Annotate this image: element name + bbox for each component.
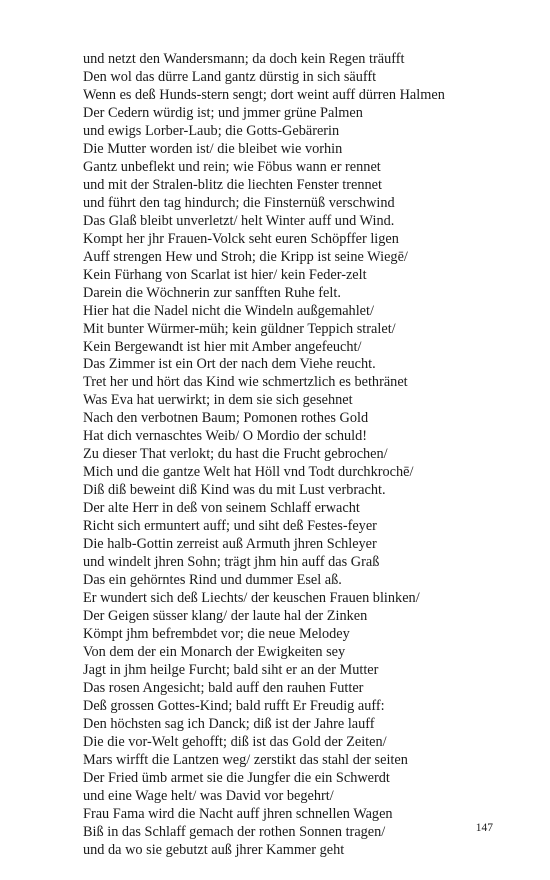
poem-line: Der Fried ümb armet sie die Jungfer die ein Schwerdt (83, 769, 390, 786)
poem-line: Wenn es deß Hunds-stern sengt; dort weint auff dürren Halmen (83, 86, 445, 103)
poem-line: Richt sich ermuntert auff; und siht deß Festes-feyer (83, 518, 377, 535)
poem-line: Was Eva hat uerwirkt; in dem sie sich gesehnet (83, 392, 353, 409)
poem-line: Das Zimmer ist ein Ort der nach dem Viehe reucht. (83, 356, 376, 373)
poem-line: Er wundert sich deß Liechts/ der keuschen Frauen blinken/ (83, 590, 420, 607)
poem-line: Hier hat die Nadel nicht die Windeln außgemahlet/ (83, 302, 374, 319)
poem-text (83, 51, 503, 860)
poem-line: Diß diß beweint diß Kind was du mit Lust verbracht. (83, 482, 386, 499)
poem-line: Frau Fama wird die Nacht auff jhren schnellen Wagen (83, 805, 393, 822)
poem-line: Das Glaß bleibt unverletzt/ helt Winter auff und Wind. (83, 212, 395, 229)
poem-line: Darein die Wöchnerin zur sanfften Ruhe felt. (83, 284, 341, 301)
poem-line: und führt den tag hindurch; die Finsternüß verschwind (83, 194, 395, 211)
poem-line: und windelt jhren Sohn; trägt jhm hin auff das Graß (83, 554, 380, 571)
poem-line: Hat dich vernaschtes Weib/ O Mordio der schuld! (83, 428, 368, 445)
poem-line: Deß grossen Gottes-Kind; bald rufft Er Freudig auff: (83, 697, 385, 714)
poem-line: Das rosen Angesicht; bald auff den rauhen Futter (83, 679, 364, 696)
poem-line: Nach den verbotnen Baum; Pomonen rothes Gold (83, 410, 369, 427)
poem-line: Auff strengen Hew und Stroh; die Kripp ist seine Wiegē/ (83, 248, 408, 265)
poem-line: Mit bunter Würmer-müh; kein güldner Teppich stralet/ (83, 320, 396, 337)
poem-line: Den höchsten sag ich Danck; diß ist der Jahre lauff (83, 715, 375, 732)
poem-line: Der alte Herr in deß von seinem Schlaff erwacht (83, 500, 360, 517)
poem-line: und ewigs Lorber-Laub; die Gotts-Gebärerin (83, 122, 340, 139)
poem-line: Das ein gehörntes Rind und dummer Esel aß. (83, 572, 342, 589)
poem-line: Der Cedern würdig ist; und jmmer grüne Palmen (83, 104, 363, 121)
poem-line: und netzt den Wandersmann; da doch kein Regen träufft (83, 51, 405, 67)
poem-line: Der Geigen süsser klang/ der laute hal der Zinken (83, 608, 368, 625)
poem-line: Kein Fürhang von Scarlat ist hier/ kein Feder-zelt (83, 266, 367, 283)
poem-line: Die die vor-Welt gehofft; diß ist das Gold der Zeiten/ (83, 733, 387, 750)
poem-line: Kein Bergewandt ist hier mit Amber angefeucht/ (83, 338, 362, 355)
poem-line: Kömpt jhm befrembdet vor; die neue Melodey (83, 626, 350, 642)
poem-line: und mit der Stralen-blitz die liechten Fenster trennet (83, 176, 382, 193)
poem-line: Von dem der ein Monarch der Ewigkeiten sey (83, 643, 346, 660)
poem-line: Mich und die gantze Welt hat Höll vnd Todt durchkrochē/ (83, 464, 414, 481)
poem-line: Gantz unbeflekt und rein; wie Föbus wann er rennet (83, 158, 381, 175)
poem-line: Kompt her jhr Frauen-Volck seht euren Schöpffer ligen (83, 230, 399, 247)
poem-line: Tret her und hört das Kind wie schmertzlich es bethränet (83, 374, 408, 391)
poem-line: Biß in das Schlaff gemach der rothen Sonnen tragen/ (83, 823, 386, 840)
poem-line: Die Mutter worden ist/ die bleibet wie vorhin (83, 140, 343, 157)
poem-line: Mars wirfft die Lantzen weg/ zerstikt das stahl der seiten (83, 751, 408, 768)
poem-line: Die halb-Gottin zerreist auß Armuth jhren Schleyer (83, 536, 377, 553)
page-number: 147 (475, 822, 493, 834)
poem-line: Jagt in jhm heilge Furcht; bald siht er an der Mutter (83, 661, 379, 678)
poem-line: und da wo sie gebutzt auß jhrer Kammer geht (83, 841, 345, 858)
poem-line: Zu dieser That verlokt; du hast die Frucht gebrochen/ (83, 446, 388, 463)
poem-line: und eine Wage helt/ was David vor begehrt/ (83, 787, 334, 804)
poem-line: Den wol das dürre Land gantz dürstig in sich säufft (83, 68, 377, 85)
